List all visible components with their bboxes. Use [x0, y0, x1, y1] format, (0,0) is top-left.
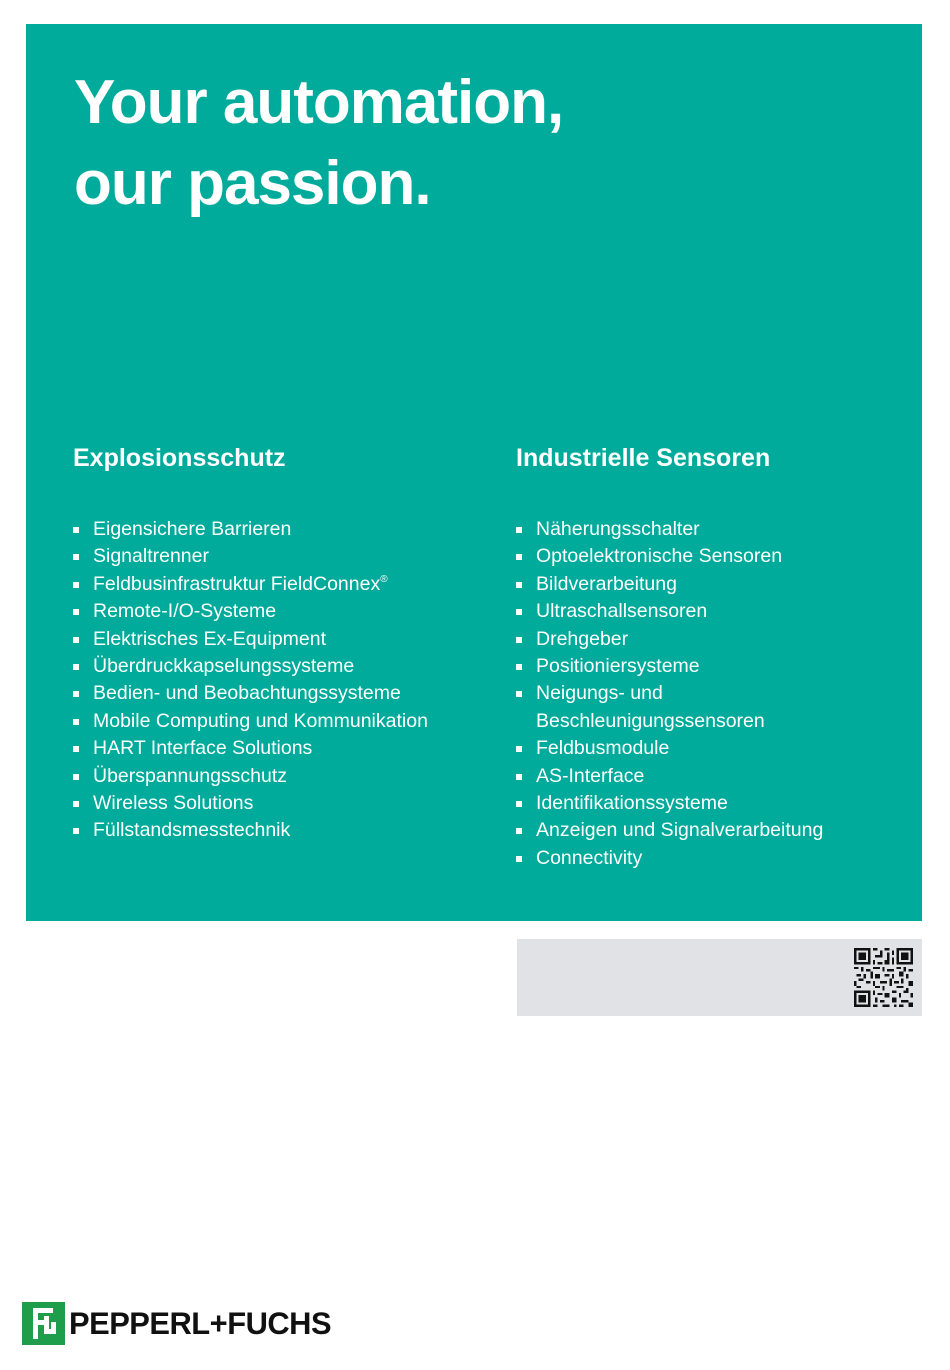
explosion-protection-list [73, 516, 493, 845]
square-bullet-icon [73, 582, 79, 588]
square-bullet-icon [73, 554, 79, 560]
list-item [516, 680, 906, 735]
list-item [516, 543, 906, 570]
square-bullet-icon [516, 582, 522, 588]
list-item [516, 653, 906, 680]
list-item-label: Mobile Computing und Kommunikation [93, 709, 428, 732]
list-item [516, 571, 906, 598]
list-item [73, 571, 493, 598]
square-bullet-icon [516, 691, 522, 697]
pepperl-fuchs-logo-icon [22, 1302, 65, 1345]
list-item-label: AS-Interface [536, 764, 645, 787]
list-item-label: Ultraschallsensoren [536, 600, 708, 623]
company-logo [22, 1301, 336, 1345]
list-item [516, 845, 906, 872]
square-bullet-icon [516, 664, 522, 670]
square-bullet-icon [516, 828, 522, 834]
list-item [516, 598, 906, 625]
list-item-label: Überdruckkapselungssysteme [93, 655, 355, 678]
list-item [73, 516, 493, 543]
list-item-label: Positioniersysteme [536, 655, 700, 678]
list-item [73, 763, 493, 790]
list-item [73, 543, 493, 570]
list-item-label: Anzeigen und Signalverarbeitung [536, 819, 824, 842]
headline-line-1: Your automation, [74, 68, 564, 137]
list-item-label: Eigensichere Barrieren [93, 518, 292, 540]
list-item [516, 790, 906, 817]
list-item-label: Feldbusinfrastruktur FieldConnex [93, 572, 381, 595]
company-logo-wordmark: PEPPERL+FUCHS [69, 1305, 332, 1341]
list-item [73, 680, 493, 707]
headline [74, 62, 563, 224]
list-item [73, 735, 493, 762]
list-item [73, 708, 493, 735]
list-item [516, 626, 906, 653]
list-item-label: Bedien- und Beobachtungssysteme [93, 682, 401, 705]
list-item-label: Feldbusmodule [536, 737, 670, 760]
square-bullet-icon [73, 719, 79, 725]
list-item-label: HART Interface Solutions [93, 737, 313, 760]
list-item [516, 735, 906, 762]
square-bullet-icon [73, 691, 79, 697]
square-bullet-icon [516, 637, 522, 643]
registered-trademark: ® [380, 573, 388, 585]
square-bullet-icon [73, 774, 79, 780]
list-item [516, 516, 906, 543]
explosion-protection-heading: Explosionsschutz [73, 444, 286, 472]
list-item [516, 817, 906, 844]
list-item-label: Füllstandsmesstechnik [93, 819, 291, 842]
list-item-label: Näherungsschalter [536, 518, 700, 540]
square-bullet-icon [73, 746, 79, 752]
list-item-label: Remote-I/O-Systeme [93, 600, 277, 623]
square-bullet-icon [516, 554, 522, 560]
square-bullet-icon [73, 527, 79, 533]
list-item [73, 653, 493, 680]
industrial-sensors-heading: Industrielle Sensoren [516, 444, 771, 472]
list-item [73, 817, 493, 844]
square-bullet-icon [516, 774, 522, 780]
list-item-label: Neigungs- und [536, 682, 663, 705]
list-item-label: Identifikationssysteme [536, 792, 728, 815]
square-bullet-icon [516, 527, 522, 533]
square-bullet-icon [516, 746, 522, 752]
list-item-continuation: Beschleunigungssensoren [536, 709, 765, 732]
square-bullet-icon [516, 856, 522, 862]
list-item-label: Bildverarbeitung [536, 572, 677, 595]
square-bullet-icon [73, 801, 79, 807]
list-item-label: Wireless Solutions [93, 792, 254, 815]
list-item [73, 790, 493, 817]
list-item [516, 763, 906, 790]
list-item [73, 598, 493, 625]
list-item-label: Connectivity [536, 846, 643, 869]
square-bullet-icon [73, 609, 79, 615]
square-bullet-icon [73, 664, 79, 670]
list-item-label: Signaltrenner [93, 545, 209, 568]
square-bullet-icon [516, 801, 522, 807]
industrial-sensors-column [516, 440, 906, 872]
explosion-protection-column [73, 440, 493, 845]
square-bullet-icon [516, 609, 522, 615]
list-item-label: Optoelektronische Sensoren [536, 545, 783, 568]
list-item-label: Überspannungsschutz [93, 764, 288, 787]
qr-code-box [517, 939, 922, 1016]
square-bullet-icon [73, 637, 79, 643]
industrial-sensors-list [516, 516, 906, 872]
qr-code-icon[interactable] [854, 948, 913, 1007]
hero-panel [26, 24, 922, 921]
list-item [73, 626, 493, 653]
headline-line-2: our passion. [74, 149, 431, 218]
square-bullet-icon [73, 828, 79, 834]
list-item-label: Drehgeber [536, 627, 629, 650]
list-item-label: Elektrisches Ex-Equipment [93, 627, 327, 650]
